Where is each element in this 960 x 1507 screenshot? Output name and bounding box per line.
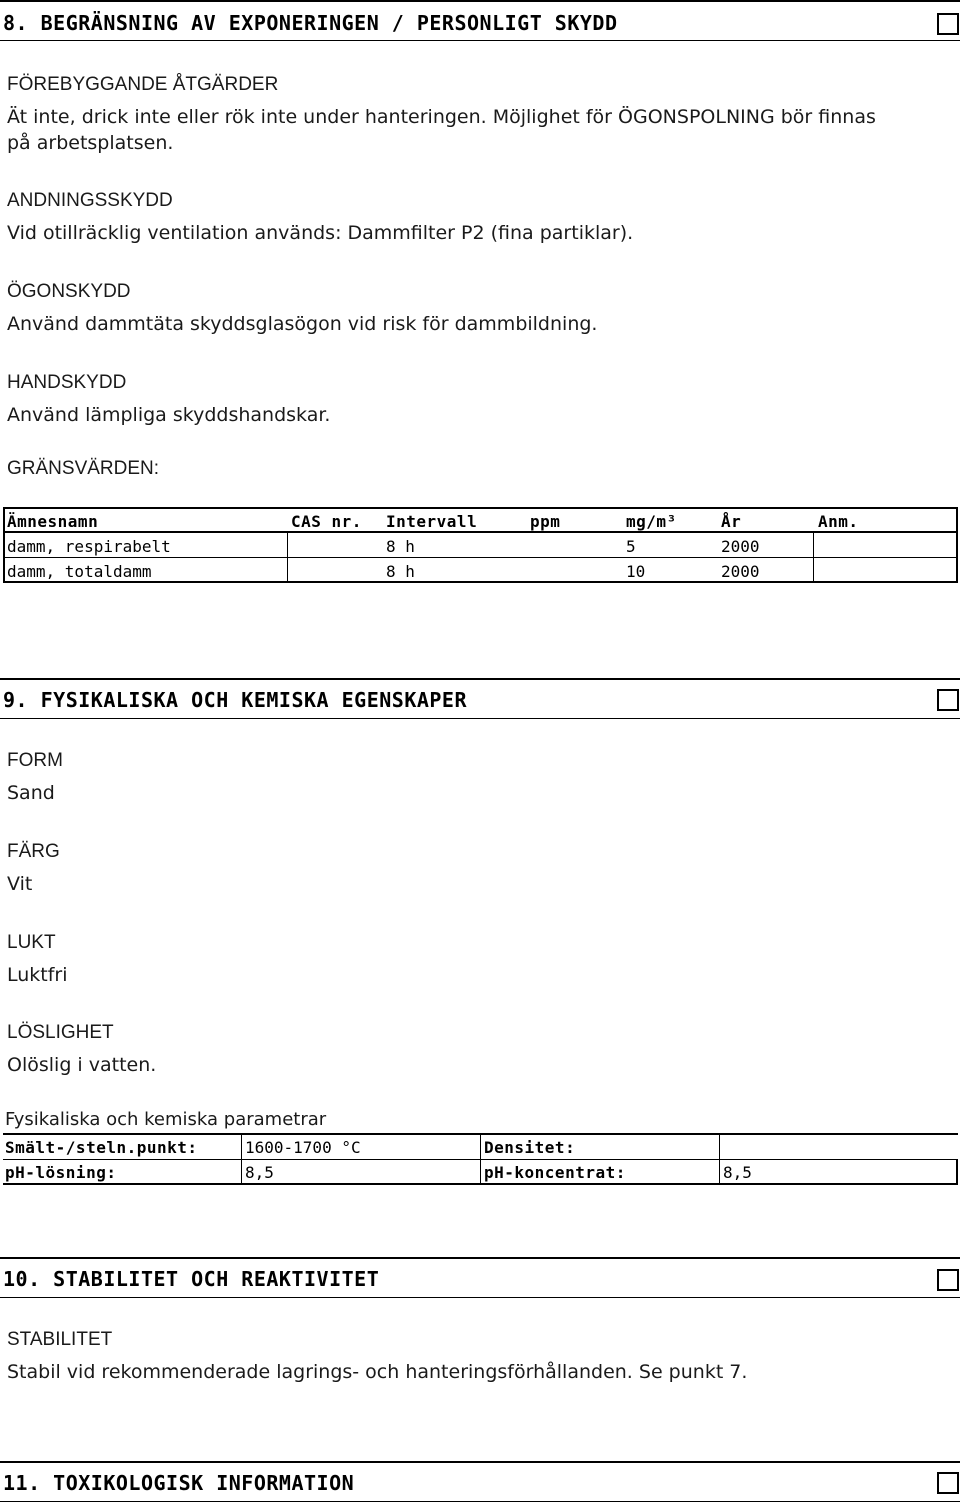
limits-heading: GRÄNSVÄRDEN:	[7, 458, 160, 479]
preventive-text-line1: Ät inte, drick inte eller rök inte under hanteringen. Möjlighet för ÖGONSPOLNING bör finnas	[7, 106, 876, 128]
table-rule	[956, 507, 958, 583]
col-header-year: År	[721, 512, 742, 531]
ph-concentrate-label: pH-koncentrat:	[484, 1163, 626, 1182]
ph-concentrate-value: 8,5	[723, 1163, 752, 1182]
stability-heading: STABILITET	[7, 1329, 113, 1350]
col-header-note: Anm.	[818, 512, 859, 531]
form-heading: FORM	[7, 750, 63, 771]
melting-point-value: 1600-1700 °C	[245, 1138, 361, 1157]
respiratory-heading: ANDNINGSSKYDD	[7, 190, 173, 211]
table-rule	[3, 507, 5, 583]
table-rule	[287, 531, 288, 583]
section-10-top-rule	[0, 1257, 960, 1259]
respiratory-text: Vid otillräcklig ventilation används: Dammfilter P2 (fina partiklar).	[7, 222, 634, 244]
section-11-checkbox[interactable]	[937, 1472, 959, 1494]
section-10-bottom-rule	[0, 1297, 960, 1298]
hand-protection-heading: HANDSKYDD	[7, 372, 127, 393]
section-11-bottom-rule	[0, 1501, 960, 1502]
table-rule	[3, 531, 958, 533]
odor-value: Luktfri	[7, 964, 68, 986]
solubility-heading: LÖSLIGHET	[7, 1022, 114, 1043]
table-rule	[813, 531, 814, 583]
ph-solution-value: 8,5	[245, 1163, 274, 1182]
row2-interval: 8 h	[386, 562, 415, 581]
color-value: Vit	[7, 873, 33, 895]
eye-protection-text: Använd dammtäta skyddsglasögon vid risk för dammbildning.	[7, 313, 598, 335]
section-9-top-rule	[0, 678, 960, 680]
table-rule	[719, 1133, 720, 1185]
section-8-top-rule	[0, 0, 960, 2]
col-header-mgm3: mg/m³	[626, 512, 677, 531]
col-header-ppm: ppm	[530, 512, 561, 531]
table-rule	[480, 1133, 481, 1185]
color-heading: FÄRG	[7, 841, 60, 862]
row1-year: 2000	[721, 537, 760, 556]
row2-year: 2000	[721, 562, 760, 581]
col-header-cas: CAS nr.	[291, 512, 362, 531]
melting-point-label: Smält-/steln.punkt:	[5, 1138, 198, 1157]
col-header-interval: Intervall	[386, 512, 478, 531]
ph-solution-label: pH-lösning:	[5, 1163, 117, 1182]
section-10-checkbox[interactable]	[937, 1269, 959, 1291]
row1-substance: damm, respirabelt	[7, 537, 171, 556]
density-label: Densitet:	[484, 1138, 576, 1157]
stability-text: Stabil vid rekommenderade lagrings- och hanteringsförhållanden. Se punkt 7.	[7, 1361, 748, 1383]
row2-mgm3: 10	[626, 562, 646, 581]
section-9-title: 9. FYSIKALISKA OCH KEMISKA EGENSKAPER	[3, 688, 468, 712]
col-header-substance: Ämnesnamn	[7, 512, 99, 531]
section-9-checkbox[interactable]	[937, 689, 959, 711]
solubility-value: Olöslig i vatten.	[7, 1054, 157, 1076]
table-rule	[241, 1133, 242, 1185]
section-11-title: 11. TOXIKOLOGISK INFORMATION	[3, 1471, 355, 1495]
table-rule	[956, 1159, 958, 1185]
hand-protection-text: Använd lämpliga skyddshandskar.	[7, 404, 331, 426]
section-8-bottom-rule	[0, 40, 960, 41]
table-rule	[3, 581, 958, 583]
section-9-bottom-rule	[0, 718, 960, 719]
section-8-title: 8. BEGRÄNSNING AV EXPONERINGEN / PERSONLIGT SKYDD	[3, 11, 618, 35]
table-rule	[3, 507, 958, 509]
params-heading: Fysikaliska och kemiska parametrar	[5, 1109, 327, 1130]
row2-substance: damm, totaldamm	[7, 562, 152, 581]
form-value: Sand	[7, 782, 55, 804]
row1-mgm3: 5	[626, 537, 636, 556]
preventive-heading: FÖREBYGGANDE ÅTGÄRDER	[7, 74, 279, 95]
section-8-checkbox[interactable]	[937, 13, 959, 35]
row1-interval: 8 h	[386, 537, 415, 556]
eye-protection-heading: ÖGONSKYDD	[7, 281, 131, 302]
odor-heading: LUKT	[7, 932, 56, 953]
preventive-text-line2: på arbetsplatsen.	[7, 132, 174, 154]
table-rule	[3, 557, 958, 558]
section-11-top-rule	[0, 1461, 960, 1463]
section-10-title: 10. STABILITET OCH REAKTIVITET	[3, 1267, 380, 1291]
